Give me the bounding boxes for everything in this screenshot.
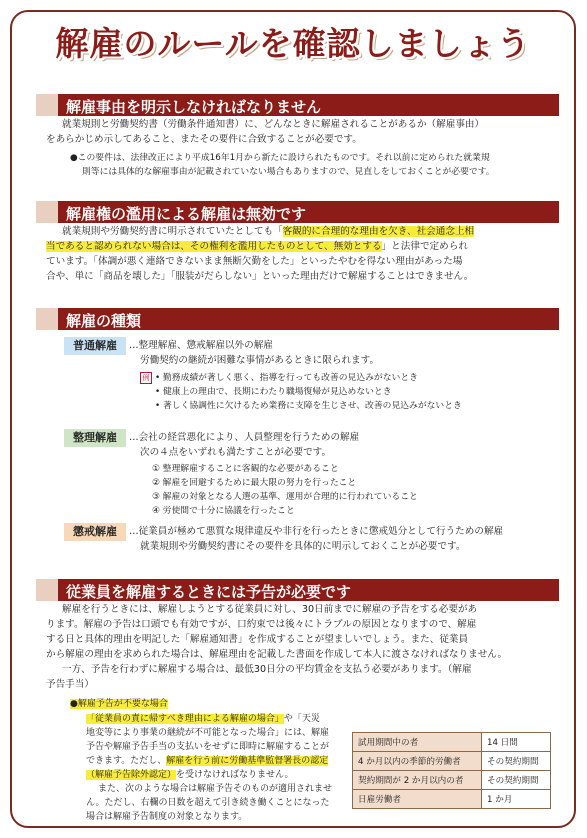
exempt-heading bbox=[70, 697, 168, 712]
section-tab bbox=[36, 579, 58, 601]
body-line: ります。解雇の予告は口頭でも有効ですが、口約束では後々にトラブルの原因となりますので、解雇 bbox=[46, 619, 477, 630]
exempt-line bbox=[86, 768, 294, 783]
exempt-line bbox=[86, 712, 320, 727]
body-line: 次の４点をいずれも満たすことが必要です。 bbox=[140, 447, 332, 458]
table-row bbox=[353, 771, 551, 790]
example-line: • 著しく協調性に欠けるため業務に支障を生じさせ、改善の見込みがないとき bbox=[155, 401, 462, 411]
body-line: 一方、予告を行わずに解雇する場合は、最低30日分の平均賃金を支払う必要があります。（解雇 bbox=[62, 664, 472, 675]
body-line: …整理解雇、懲戒解雇以外の解雇 bbox=[129, 340, 273, 351]
body-line: 就業規則と労働契約書（労働条件通知書）に、どんなときに解雇されることがあるか（解雇事由） bbox=[62, 119, 485, 130]
exempt-line bbox=[86, 754, 328, 769]
highlight-text: 「従業員の責に帰すべき理由による解雇の場合」 bbox=[86, 714, 284, 724]
page-title: 解雇のルールを確認しましょう bbox=[55, 24, 531, 63]
body-line: をあらかじめ示してあること、またその要件に合致することが必要です。 bbox=[46, 134, 362, 145]
table-cell-worker: 契約期間が 2 か月以内の者 bbox=[353, 771, 482, 790]
body-line bbox=[46, 240, 468, 255]
body-line: 就業規則や労働契約書にその要件を具体的に明示しておくことが必要です。 bbox=[140, 541, 466, 552]
body-line: ています。「体調が悪く連絡できないまま無断欠勤をした」といったやむを得ない理由があった場 bbox=[46, 256, 463, 267]
section-header-reason bbox=[36, 94, 559, 116]
highlight-text: 解雇を行う前に労働基準監督署長の認定 bbox=[166, 756, 329, 766]
section-heading: 従業員を解雇するときには予告が必要です bbox=[66, 583, 352, 601]
table-cell-period: その契約期間 bbox=[482, 752, 551, 771]
body-line: …会社の経営悪化により、人員整理を行うための解雇 bbox=[129, 432, 360, 443]
table-cell-period: 14 日間 bbox=[482, 733, 551, 752]
body-text: できます。ただし、 bbox=[86, 756, 167, 766]
table-row bbox=[353, 790, 551, 809]
table-row bbox=[353, 733, 551, 752]
exempt-line: また、次のような場合は解雇予告そのものが適用されませ bbox=[98, 784, 333, 794]
highlight-text: ●解雇予告が不要な場合 bbox=[70, 699, 168, 709]
table-cell-worker: 試用期間中の者 bbox=[353, 733, 482, 752]
point-line: ① 整理解雇することに客観的な必要があること bbox=[152, 464, 339, 474]
type-label-disciplinary: 懲戒解雇 bbox=[64, 523, 126, 541]
table-cell-worker: 4 か月以内の季節的労働者 bbox=[353, 752, 482, 771]
body-line: 合や、単に「商品を壊した」「服装がだらしない」といった理由だけで解雇することはできません。 bbox=[46, 271, 474, 282]
document-page bbox=[10, 10, 576, 828]
exempt-line: 場合は解雇予告制度の対象となります。 bbox=[86, 812, 248, 822]
highlight-text: 当であると認められない場合は、その権利を濫用したものとして、無効とする bbox=[46, 241, 382, 252]
table-row bbox=[353, 752, 551, 771]
body-text: を受けなければなりません。 bbox=[176, 770, 294, 780]
body-line: 労働契約の継続が困難な事情があるときに限られます。 bbox=[140, 355, 380, 366]
example-line: • 健康上の理由で、長期にわたり職場復帰が見込めないとき bbox=[155, 387, 392, 397]
example-line bbox=[140, 371, 418, 386]
section-header-abuse bbox=[36, 201, 559, 223]
note-line: 則等には具体的な解雇事由が記載されていない場合もありますので、見直しをしておくことが必要です。 bbox=[82, 167, 495, 177]
example-text: • 勤務成績が著しく悪く、指導を行っても改善の見込みがないとき bbox=[155, 373, 418, 383]
example-mark-icon: 例 bbox=[140, 372, 152, 384]
body-text: 」と法律で定められ bbox=[381, 241, 468, 252]
section-heading: 解雇権の濫用による解雇は無効です bbox=[66, 205, 307, 223]
note-line: ●この要件は、法律改正により平成16年1月から新たに設けられたものです。それ以前に定められた就業規 bbox=[70, 153, 490, 163]
section-tab bbox=[36, 308, 58, 330]
body-text: や「天災 bbox=[283, 714, 320, 724]
section-tab bbox=[36, 201, 58, 223]
highlight-text: 客観的に合理的な理由を欠き、社会通念上相 bbox=[282, 226, 475, 237]
type-label-restructuring: 整理解雇 bbox=[64, 429, 126, 447]
table-cell-period: その契約期間 bbox=[482, 771, 551, 790]
body-line: 予告手当） bbox=[46, 679, 94, 690]
section-tab bbox=[36, 94, 58, 116]
section-header-types bbox=[36, 308, 559, 330]
exempt-line: ん。ただし、右欄の日数を超えて引き続き働くことになった bbox=[86, 798, 330, 808]
point-line: ② 解雇を回避するために最大限の努力を行ったこと bbox=[152, 478, 357, 488]
table-cell-period: 1 か月 bbox=[482, 790, 551, 809]
body-line: …従業員が極めて悪質な規律違反や非行を行ったときに懲戒処分として行うための解雇 bbox=[129, 526, 504, 537]
section-heading: 解雇の種類 bbox=[66, 312, 142, 330]
notice-exemption-table bbox=[352, 732, 551, 809]
section-heading: 解雇事由を明示しなければなりません bbox=[66, 98, 322, 116]
exempt-line: 地変等により事業の継続が不可能となった場合」には、解雇 bbox=[86, 728, 330, 738]
highlight-text: （解雇予告除外認定） bbox=[86, 770, 177, 780]
body-line: から解雇の理由を求められた場合は、解雇理由を記載した書面を作成して本人に渡さなければなりません。 bbox=[46, 649, 508, 660]
exempt-line: 予告や解雇予告手当の支払いをせずに即時に解雇することが bbox=[86, 742, 330, 752]
body-text: 就業規則や労働契約書に明示されていたとしても「 bbox=[62, 226, 283, 237]
type-label-ordinary: 普通解雇 bbox=[64, 337, 126, 355]
body-line: 解雇を行うときには、解雇しようとする従業員に対し、30日前までに解雇の予告をする必要があ bbox=[62, 604, 478, 615]
body-line: する日と具体的理由を明記した「解雇通知書」を作成することが望ましいでしょう。また、従業員 bbox=[46, 634, 469, 645]
section-header-notice bbox=[36, 579, 559, 601]
point-line: ④ 労使間で十分に協議を行ったこと bbox=[152, 506, 295, 516]
point-line: ③ 解雇の対象となる人選の基準、運用が合理的に行われていること bbox=[152, 492, 418, 502]
body-line bbox=[62, 225, 474, 240]
table-cell-worker: 日雇労働者 bbox=[353, 790, 482, 809]
